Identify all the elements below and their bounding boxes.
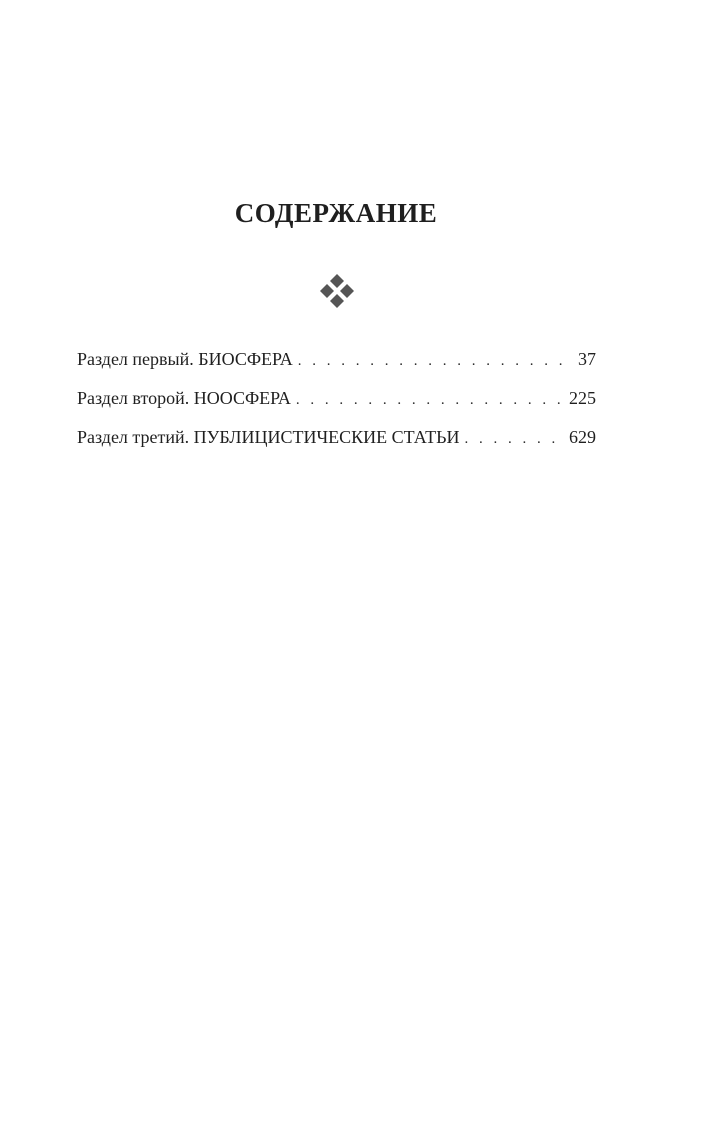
- toc-page-number: 37: [578, 349, 596, 369]
- dot-leader: [465, 426, 563, 452]
- table-of-contents: [77, 346, 596, 463]
- toc-entry-title: Раздел второй. НООСФЕРА: [77, 388, 291, 408]
- toc-entry-title: Раздел первый. БИОСФЕРА: [77, 349, 293, 369]
- toc-entry-part-1[interactable]: [77, 346, 596, 385]
- diamond-ornament-icon: [320, 274, 354, 308]
- dot-leader: [296, 387, 563, 413]
- toc-page-number: 629: [569, 427, 596, 447]
- toc-entry-part-3[interactable]: [77, 424, 596, 463]
- toc-page-number: 225: [569, 388, 596, 408]
- toc-entry-part-2[interactable]: [77, 385, 596, 424]
- dot-leader: [298, 348, 564, 374]
- page-title: СОДЕРЖАНИЕ: [234, 198, 438, 228]
- toc-entry-title: Раздел третий. ПУБЛИЦИСТИЧЕСКИЕ СТАТЬИ: [77, 427, 460, 447]
